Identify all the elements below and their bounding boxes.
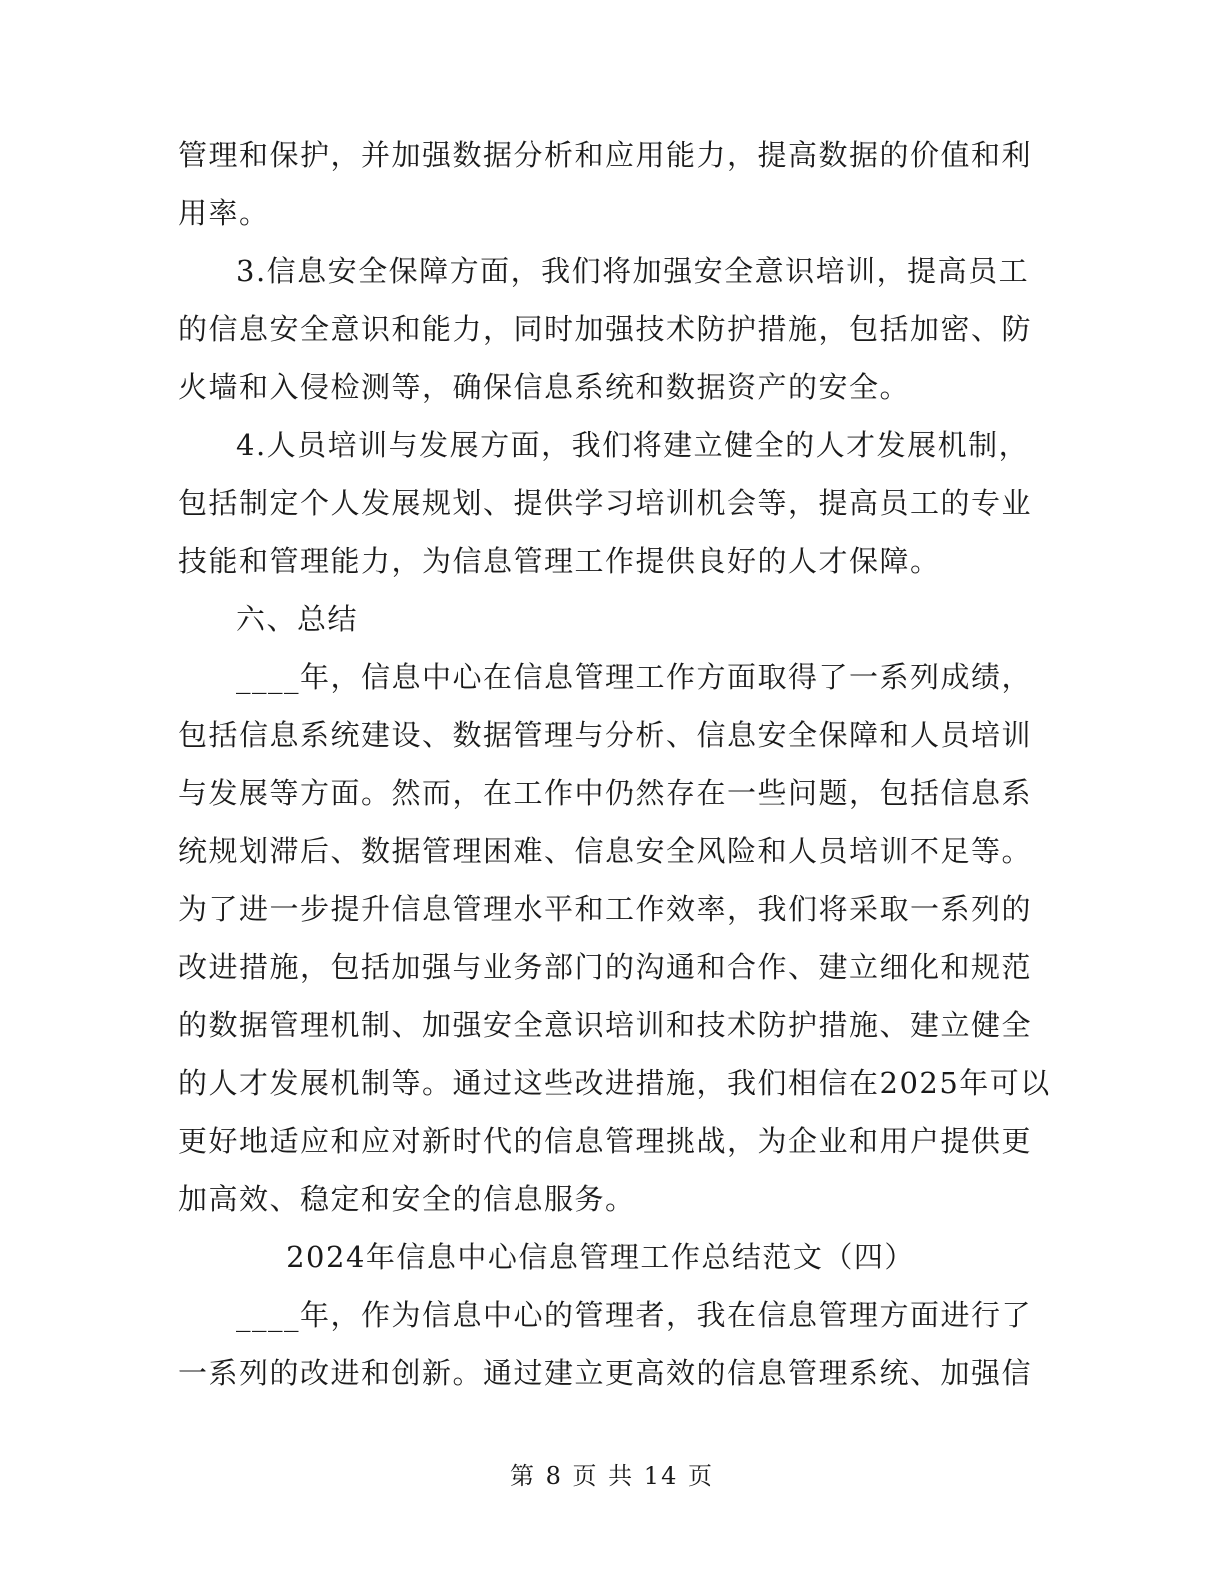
text-line: 包括制定个人发展规划、提供学习培训机会等，提高员工的专业 <box>178 486 1033 520</box>
text-line: 改进措施，包括加强与业务部门的沟通和合作、建立细化和规范 <box>178 950 1033 984</box>
text-line: ____年，作为信息中心的管理者，我在信息管理方面进行了 <box>236 1298 1033 1332</box>
document-body <box>178 126 1051 1402</box>
text-line: 管理和保护，并加强数据分析和应用能力，提高数据的价值和利 <box>178 138 1033 172</box>
text-line: 3.信息安全保障方面，我们将加强安全意识培训，提高员工 <box>236 254 1030 288</box>
text-line: 的数据管理机制、加强安全意识培训和技术防护措施、建立健全 <box>178 1008 1033 1042</box>
text-line: ____年，信息中心在信息管理工作方面取得了一系列成绩， <box>236 660 1033 694</box>
text-line: 更好地适应和应对新时代的信息管理挑战，为企业和用户提供更 <box>178 1124 1033 1158</box>
text-line: 的信息安全意识和能力，同时加强技术防护措施，包括加密、防 <box>178 312 1033 346</box>
text-line: 与发展等方面。然而，在工作中仍然存在一些问题，包括信息系 <box>178 776 1033 810</box>
section-heading: 六、总结 <box>236 602 359 636</box>
document-title: 2024年信息中心信息管理工作总结范文（四） <box>286 1240 915 1274</box>
text-line: 加高效、稳定和安全的信息服务。 <box>178 1182 636 1216</box>
text-line: 为了进一步提升信息管理水平和工作效率，我们将采取一系列的 <box>178 892 1033 926</box>
text-line: 火墙和入侵检测等，确保信息系统和数据资产的安全。 <box>178 370 911 404</box>
text-line: 的人才发展机制等。通过这些改进措施，我们相信在2025年可以 <box>178 1066 1051 1100</box>
page-number: 第 8 页 共 14 页 <box>510 1462 714 1490</box>
text-line: 包括信息系统建设、数据管理与分析、信息安全保障和人员培训 <box>178 718 1033 752</box>
text-line: 一系列的改进和创新。通过建立更高效的信息管理系统、加强信 <box>178 1356 1033 1390</box>
text-line: 技能和管理能力，为信息管理工作提供良好的人才保障。 <box>178 544 941 578</box>
text-line: 用率。 <box>178 196 270 230</box>
text-line: 统规划滞后、数据管理困难、信息安全风险和人员培训不足等。 <box>178 834 1033 868</box>
text-line: 4.人员培训与发展方面，我们将建立健全的人才发展机制， <box>236 428 1030 462</box>
